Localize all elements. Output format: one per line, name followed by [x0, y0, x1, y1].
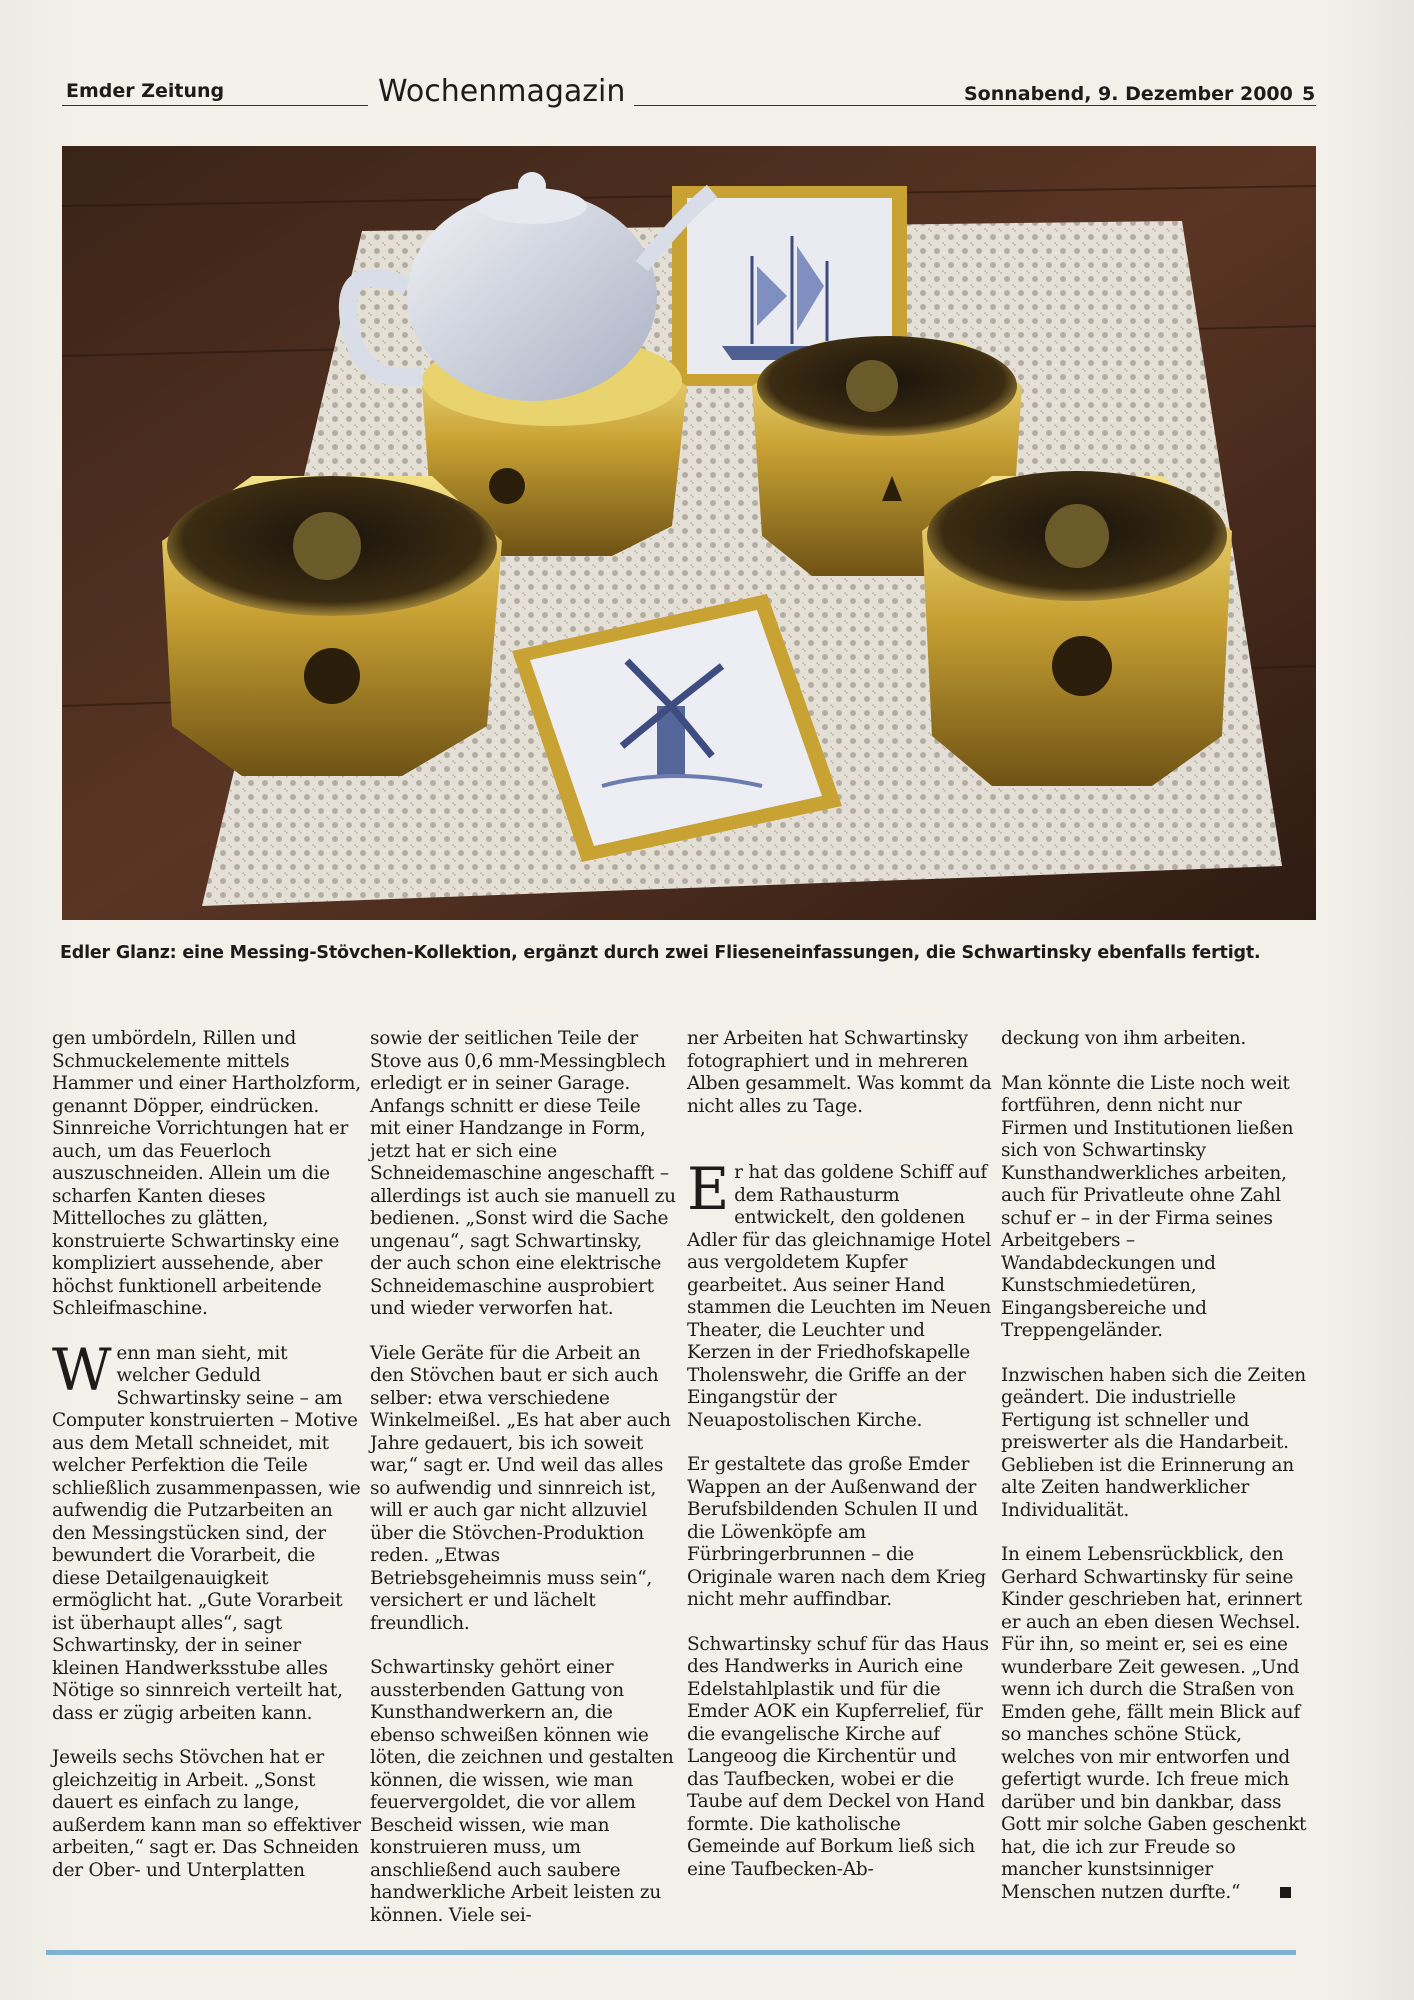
paragraph: Schwartinsky schuf für das Haus des Handwerks in Aurich eine Edelstahlplastik und für die Emder AOK ein Kupferrelief, für die evangelische Kirche auf Langeoog die Kirchentür und das Taufbecken, wobei er die Taube auf dem Deckel von Hand formte. Die katholische Gemeinde auf Borkum ließ sich eine Taufbecken-Ab- [687, 1633, 989, 1880]
end-of-article-mark [1280, 1887, 1291, 1898]
bottom-color-rule [46, 1950, 1296, 1955]
paragraph-text: enn man sieht, mit welcher Geduld Schwartinsky seine – am Computer konstruierten – Motive aus dem Metall schneidet, mit welcher Perfektion die Teile schließlich zusammenpassen, wie aufwendig die Putzarbeiten an den Messingstücken sind, der bewundert die Vorarbeit, die diese Detailgenauigkeit ermöglicht hat. „Gute Vorarbeit ist überhaupt alles“, sagt Schwartinsky, der in seiner kleinen Handwerksstube alles Nötige so sinnreich verteilt hat, dass er zügig arbeiten kann. [52, 1342, 361, 1724]
article-column-2 [370, 1028, 676, 1949]
paragraph-with-endmark [1001, 1544, 1307, 1904]
paragraph: sowie der seitlichen Teile der Stove aus 0,6 mm-Messingblech erledigt er in seiner Garage. Anfangs schnitt er diese Teile mit einer Handzange in Form, jetzt hat er sich eine Schneidemaschine angeschafft – allerdings ist auch sie manuell zu bedienen. „Sonst wird die Sache ungenau“, sagt Schwartinsky, der auch schon eine elektrische Schneidemaschine ausprobiert und wieder verworfen hat. [370, 1028, 676, 1319]
paragraph: Jeweils sechs Stövchen hat er gleichzeitig in Arbeit. „Sonst dauert es einfach zu lange, außerdem kann man so effektiver arbeiten,“ sagt er. Das Schneiden der Ober- und Unterplatten [52, 1747, 361, 1881]
paragraph-text: r hat das goldene Schiff auf dem Rathausturm entwickelt, den goldenen Adler für das gleichnamige Hotel aus vergoldetem Kupfer gearbeitet. Aus seiner Hand stammen die Leuchten im Neuen Theater, die Leuchter und Kerzen in der Friedhofskapelle Tholenswehr, die Griffe an der Eingangstür der Neuapostolischen Kirche. [687, 1162, 992, 1431]
brass-stove-right [922, 471, 1232, 786]
article-column-3 [687, 1028, 993, 1903]
section-title: Wochenmagazin [378, 74, 626, 109]
newspaper-name: Emder Zeitung [66, 80, 225, 102]
paragraph-text: In einem Lebensrückblick, den Gerhard Schwartinsky für seine Kinder geschrieben hat, erinnert er auch an eben diesen Wechsel. Für ihn, so meint er, sei es eine wunderbare Zeit gewesen. „Und wenn ich durch die Straßen von Emden gehe, fällt mein Blick auf so manches schöne Stück, welches von mir entworfen und gefertigt wurde. Ich freue mich darüber und bin dankbar, dass Gott mir solche Gaben geschenkt hat, die ich zur Freude so mancher kunstsinniger Menschen nutzen durfte.“ [1001, 1544, 1307, 1903]
page-number: 5 [1302, 83, 1316, 105]
paragraph-with-initial [687, 1155, 993, 1432]
paragraph: deckung von ihm arbeiten. [1001, 1028, 1247, 1049]
issue-date: Sonnabend, 9. Dezember 2000 [964, 83, 1293, 105]
brass-stove-left [162, 476, 502, 776]
paragraph: ner Arbeiten hat Schwartinsky fotographiert und in mehreren Alben gesammelt. Was kommt da nicht alles zu Tage. [687, 1028, 992, 1117]
paragraph: gen umbördeln, Rillen und Schmuckelemente mittels Hammer und einer Hartholzform, genannt Döpper, eindrücken. Sinnreiche Vorrichtungen hat er auch, um das Feuerloch auszuschneiden. Allein um die scharfen Kanten dieses Mittelloches zu glätten, konstruierte Schwartinsky eine kompliziert aussehende, aber höchst funktionell arbeitende Schleifmaschine. [52, 1028, 361, 1319]
paragraph: Man könnte die Liste noch weit fortführen, denn nicht nur Firmen und Institutionen ließen sich von Schwartinsky Kunsthandwerkliches arbeiten, auch für Privatleute ohne Zahl schuf er – in der Firma seines Arbeitgebers – Wandabdeckungen und Kunstschmiedetüren, Eingangsbereiche und Treppengeländer. [1001, 1072, 1294, 1341]
paragraph: Schwartinsky gehört einer aussterbenden Gattung von Kunsthandwerkern an, die ebenso schweißen können wie löten, die zeichnen und gestalten können, die wissen, wie man feuervergoldet, die vor allem Bescheid wissen, wie man konstruieren muss, um anschließend auch saubere handwerkliche Arbeit leisten zu können. Viele sei- [370, 1657, 674, 1926]
drop-cap: E [687, 1155, 730, 1223]
article-column-4 [1001, 1028, 1307, 1926]
drop-cap: W [52, 1335, 112, 1404]
photo-caption: Edler Glanz: eine Messing-Stövchen-Kollektion, ergänzt durch zwei Flieseneinfassungen, die Schwartinsky ebenfalls fertigt. [60, 943, 1261, 963]
paragraph: Inzwischen haben sich die Zeiten geändert. Die industrielle Fertigung ist schneller und preiswerter als die Handarbeit. Geblieben ist die Erinnerung an alte Zeiten handwerklicher Individualität. [1001, 1364, 1306, 1521]
header-rule-right [634, 105, 1316, 106]
header-rule-left [62, 105, 368, 106]
paragraph: Er gestaltete das große Emder Wappen an der Außenwand der Berufsbildenden Schulen II und die Löwenköpfe am Fürbringerbrunnen – die Originale waren nach dem Krieg nicht mehr auffindbar. [687, 1454, 987, 1610]
article-photo [62, 146, 1316, 920]
page-header [62, 74, 1316, 114]
article-column-1 [52, 1028, 361, 1904]
paragraph-with-initial [52, 1335, 361, 1726]
paragraph: Viele Geräte für die Arbeit an den Stövchen baut er sich auch selber: etwa verschiedene Winkelmeißel. „Es hat aber auch Jahre gedauert, bis ich soweit war,“ sagt er. Und weil das alles so aufwendig und sinnreich ist, will er auch gar nicht allzuviel über die Stövchen-Produktion reden. „Etwas Betriebsgeheimnis muss sein“, versichert er und lächelt freundlich. [370, 1342, 671, 1634]
